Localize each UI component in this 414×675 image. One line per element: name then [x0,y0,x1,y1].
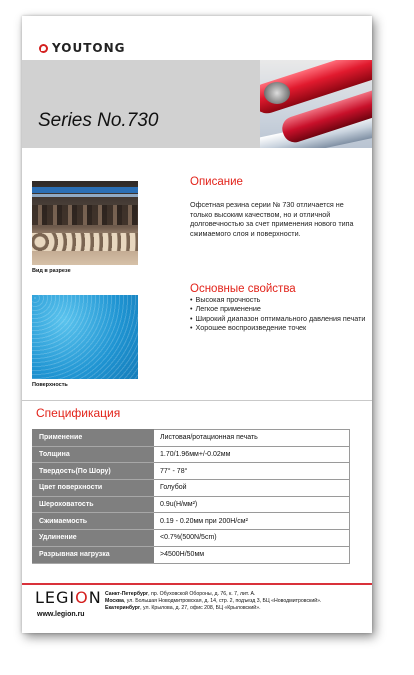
table-row: Применение Листовая/ротационная печать [33,430,350,447]
properties-heading: Основные свойства [190,283,296,295]
list-item: • Широкий диапазон оптимального давления печати [190,314,368,323]
surface-caption: Поверхность [32,382,68,388]
list-item: • Легкое применение [190,304,368,313]
addresses: Санкт-Петербург, пр. Обуховской Обороны, д. 76, к. 7, лит. А. Москва, ул. Большая Новодмитровская, д. 14, стр. 2, подъезд 3, БЦ «Новодмитровский». Екатеринбург, ул. Крылова, д. 27, офис 208, БЦ «Крыловский». [105,591,322,611]
legion-logo: LEGION [35,588,102,607]
properties-list [190,295,368,333]
table-row: Сжимаемость 0.19 - 0.20мм при 200Н/см² [33,513,350,530]
list-item: • Высокая прочность [190,295,368,304]
divider [22,400,372,401]
description-text: Офсетная резина серии № 730 отличается не только высоким качеством, но и отличной долговечностью за счет применения нового типа сжимаемого слоя и поверхности. [190,200,354,238]
series-title: Series No.730 [38,110,159,131]
spec-heading: Спецификация [36,406,121,420]
cross-section-caption: Вид в разрезе [32,268,71,274]
table-row: Толщина 1.70/1.96мм+/-0.02мм [33,446,350,463]
description-heading: Описание [190,176,243,188]
brochure-page [22,16,372,633]
table-row: Цвет поверхности Голубой [33,480,350,497]
brand-name: YOUTONG [52,41,126,55]
list-item: • Хорошее воспроизведение точек [190,323,368,332]
table-row: Разрывная нагрузка >4500Н/50мм [33,546,350,563]
footer-divider [22,583,372,585]
cross-section-photo [32,181,138,265]
youtong-logo-icon [39,44,48,53]
table-row: Шероховатость 0.9u(Н/мм²) [33,496,350,513]
table-row: Твердость(По Шору) 77° - 78° [33,463,350,480]
spec-table [32,429,350,564]
website-link[interactable]: www.legion.ru [37,611,85,618]
table-row: Удлинение <0.7%(500N/5cm) [33,530,350,547]
brand-logo [39,41,126,55]
rollers-photo [260,60,372,148]
surface-photo [32,295,138,379]
